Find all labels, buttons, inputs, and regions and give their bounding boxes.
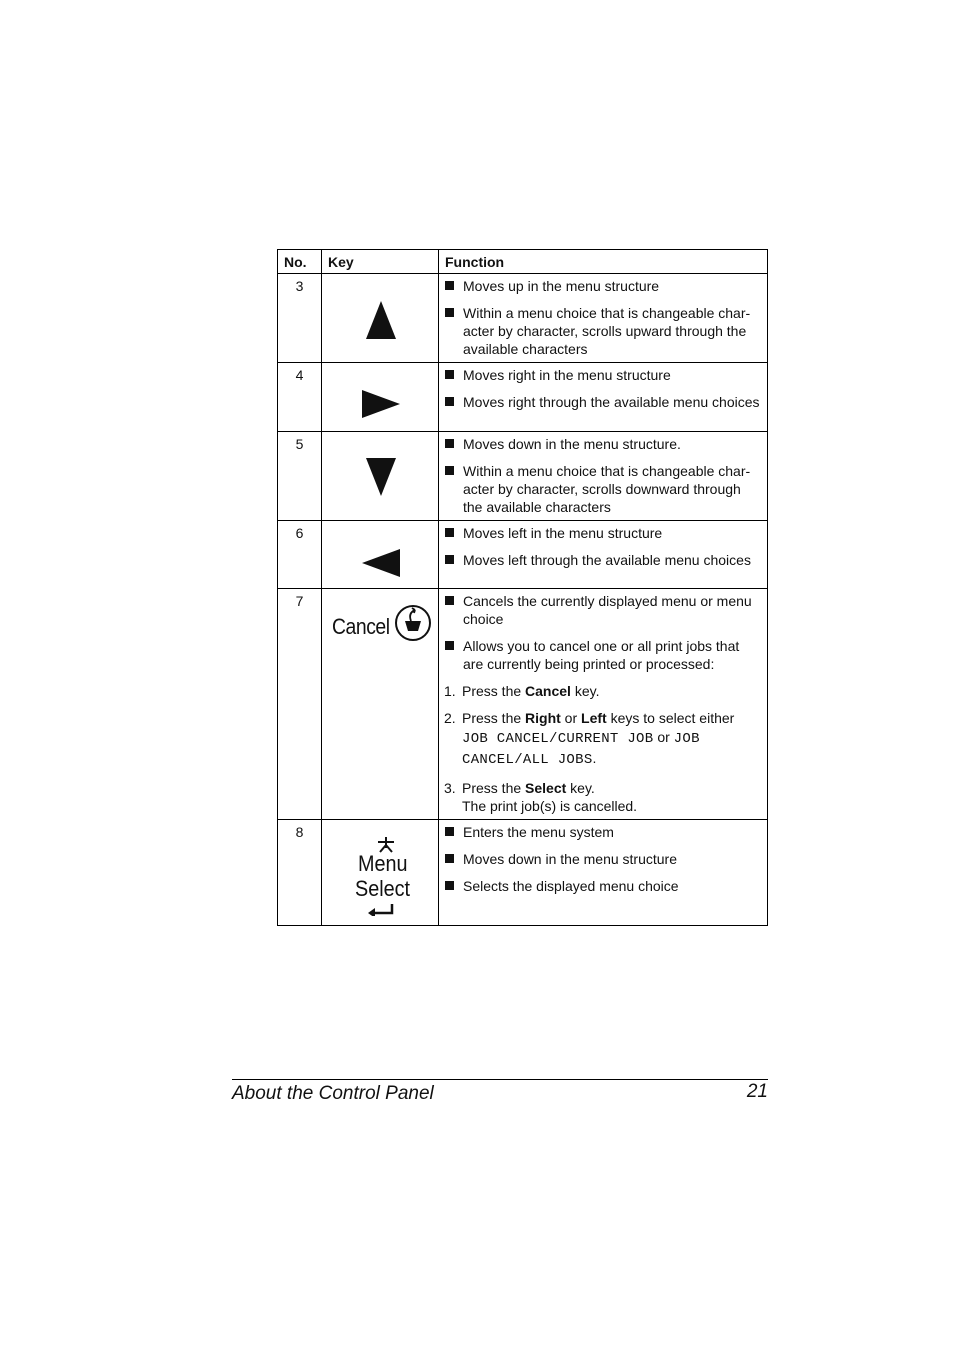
- bullet-icon: [445, 641, 454, 650]
- table-row: [278, 274, 768, 363]
- list-item: Moves down in the menu structure: [444, 850, 763, 868]
- right-arrow-icon: [362, 390, 400, 418]
- table-row: [278, 521, 768, 589]
- table-row: [278, 363, 768, 432]
- bullet-icon: [445, 308, 454, 317]
- row-number: 6: [278, 521, 322, 589]
- bullet-icon: [445, 397, 454, 406]
- select-key-label: Select: [355, 876, 411, 901]
- bullet-icon: [445, 881, 454, 890]
- list-item: Moves left in the menu structure: [444, 524, 763, 542]
- row-number: 4: [278, 363, 322, 432]
- header-key: Key: [322, 250, 439, 274]
- list-item: Within a menu choice that is changeable char-acter by character, scrolls upward through the available characters: [444, 304, 763, 358]
- step-item: 3. Press the Select key. The print job(s) is cancelled.: [444, 780, 638, 814]
- function-cell: [439, 589, 768, 820]
- function-cell: [439, 820, 768, 926]
- bullet-icon: [445, 555, 454, 564]
- left-arrow-icon: [362, 549, 400, 577]
- bullet-icon: [445, 466, 454, 475]
- list-item: Moves left through the available menu choices: [444, 551, 763, 569]
- key-cell: [322, 820, 439, 926]
- table-row: [278, 589, 768, 820]
- bullet-icon: [445, 281, 454, 290]
- list-item: Moves up in the menu structure: [444, 277, 763, 295]
- function-cell: [439, 363, 768, 432]
- step-item: 2. Press the Right or Left keys to select either JOB CANCEL/CURRENT JOB or JOB CANCEL/ALL JOBS.: [444, 710, 735, 768]
- down-arrow-icon: [366, 458, 396, 496]
- page-number: 21: [746, 1081, 768, 1102]
- bullet-icon: [445, 370, 454, 379]
- function-cell: [439, 274, 768, 363]
- header-no: No.: [278, 250, 322, 274]
- step-item: 1. Press the Cancel key.: [444, 683, 600, 699]
- menu-key-label: Menu: [358, 851, 408, 876]
- list-item: Cancels the currently displayed menu or menu choice: [444, 592, 763, 628]
- bullet-icon: [445, 439, 454, 448]
- function-cell: [439, 432, 768, 521]
- cancel-key-icon: [332, 604, 436, 644]
- list-item: Selects the displayed menu choice: [444, 877, 763, 895]
- list-item: Allows you to cancel one or all print jobs that are currently being printed or processed:: [444, 637, 763, 673]
- cancel-circle-icon: [394, 604, 432, 642]
- table-row: [278, 820, 768, 926]
- control-panel-keys-table: [277, 249, 768, 926]
- row-number: 3: [278, 274, 322, 363]
- row-number: 5: [278, 432, 322, 521]
- key-cell: [322, 521, 439, 589]
- bullet-icon: [445, 528, 454, 537]
- menu-select-key-icon: [352, 834, 422, 918]
- table-row: [278, 432, 768, 521]
- header-function: Function: [439, 250, 768, 274]
- cancel-key-label: Cancel: [332, 614, 390, 639]
- row-number: 8: [278, 820, 322, 926]
- key-cell: [322, 589, 439, 820]
- key-cell: [322, 432, 439, 521]
- key-cell: [322, 274, 439, 363]
- list-item: Within a menu choice that is changeable char-acter by character, scrolls downward through the available characters: [444, 462, 763, 516]
- function-cell: [439, 521, 768, 589]
- enter-icon: [368, 904, 394, 916]
- bullet-icon: [445, 596, 454, 605]
- row-number: 7: [278, 589, 322, 820]
- list-item: Moves down in the menu structure.: [444, 435, 763, 453]
- bullet-icon: [445, 827, 454, 836]
- list-item: Enters the menu system: [444, 823, 763, 841]
- footer-title: About the Control Panel: [232, 1083, 434, 1104]
- up-arrow-icon: [366, 301, 396, 339]
- footer-divider: [232, 1079, 768, 1080]
- bullet-icon: [445, 854, 454, 863]
- list-item: Moves right through the available menu choices: [444, 393, 763, 411]
- list-item: Moves right in the menu structure: [444, 366, 763, 384]
- key-cell: [322, 363, 439, 432]
- table-header-row: [278, 250, 768, 274]
